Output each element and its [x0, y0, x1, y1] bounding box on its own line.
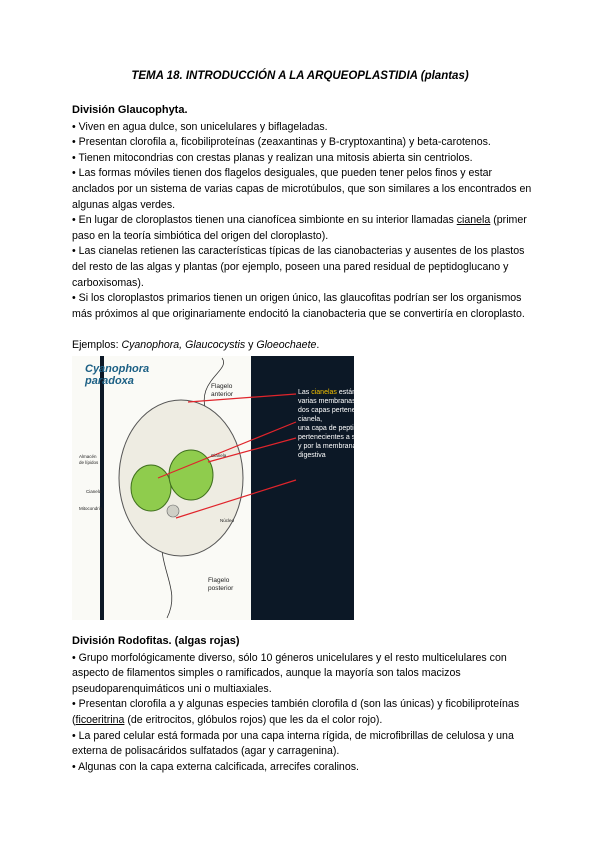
glaucophyta-bullet-3: • Tienen mitocondrias con crestas planas y realizan una mitosis abierta sin centriolos. [72, 151, 473, 164]
figure-title-line-2: paradoxa [85, 375, 134, 387]
flagelo-posterior-label [208, 577, 233, 593]
caption-intro [298, 388, 416, 406]
caption-highlight: cianelas [311, 389, 337, 396]
rodofitas-bullet-2 [72, 697, 532, 728]
rod-bullet-2-text-a: • Presentan clorofila a y algunas especies también clorofila d (son las únicas) y ficobiliproteínas ( [72, 698, 520, 726]
glaucophyta-section [72, 103, 532, 322]
flagelo-anterior-label [211, 383, 233, 399]
flagelo-anterior-line-1: Flagelo [211, 383, 233, 390]
right-cianela [169, 450, 213, 500]
examples-label: Ejemplos: [72, 339, 119, 351]
rodofitas-bullet-1: • Grupo morfológicamente diverso, sólo 10 géneros unicelulares y el resto multicelulares con aspecto de filamentos simples o ramificados, aunque la mayoría son talos macizos pseudoparenquimáticos uni o multiaxiales. [72, 651, 507, 695]
caption-pre: Las [298, 389, 312, 396]
glaucophyta-bullet-5 [72, 213, 532, 244]
glaucophyta-bullet-1: • Viven en agua dulce, son unicelulares y biflageladas. [72, 120, 328, 133]
almacen-line-1: Almacén [79, 454, 97, 459]
ficoeritrina-term: ficoeritrina [75, 713, 125, 726]
almacen-line-2: de lípidos [79, 459, 99, 465]
flagelo-posterior-line-1: Flagelo [208, 577, 230, 584]
bullet-5-text-b: (primer paso en la teoría simbiótica del origen del cloroplasto). [72, 214, 527, 242]
flagelo-anterior-line-2: anterior [211, 391, 234, 398]
rod-bullet-2-text-b: (de eritrocitos, glóbulos rojos) que les da el color rojo). [124, 713, 383, 726]
bullet-5-text-a: • En lugar de cloroplastos tienen una cianofícea simbionte en su interior llamadas [72, 214, 457, 227]
examples-species: Cyanophora, Glaucocystis [121, 339, 246, 351]
mitocondria-label: Mitocondria [79, 506, 103, 511]
rodofitas-section [72, 634, 532, 775]
cianela-term: cianela [456, 214, 491, 227]
document-title: TEMA 18. INTRODUCCIÓN A LA ARQUEOPLASTIDIA (plantas) [131, 70, 469, 82]
figure-title-line-1: Cyanophora [85, 363, 150, 375]
rodofitas-bullet-4: • Algunas con la capa externa calcificada, arrecifes coralinos. [72, 760, 359, 773]
examples-line [72, 339, 319, 351]
glaucophyta-bullet-2: • Presentan clorofila a, ficobiliproteínas (zeaxantinas y B-cryptoxantina) y beta-carotenos. [72, 136, 491, 149]
flagelo-posterior-line-2: posterior [208, 585, 234, 592]
cianela-right-label: Cianela [211, 453, 227, 458]
figure-caption [298, 388, 416, 460]
caption-line-2: una capa de peptidoglucanos, pertenecientes a su antigua pared [298, 425, 404, 441]
rodofitas-bullet-3: • La pared celular está formada por una capa interna rígida, de microfibrillas de celulosa y una externa de polisacáridos sulfatados (agar y carragenina). [72, 729, 514, 758]
left-cianela [131, 465, 171, 511]
examples-last-species: Gloeochaete [256, 339, 317, 351]
cianela-left-label: Cianela [86, 489, 102, 494]
nucleo-label: Núcleo [220, 518, 235, 523]
glaucophyta-bullet-7: • Si los cloroplastos primarios tienen un origen único, las glaucofitas podrían ser los organismos más próximos al que originariamente endocitó la cianobacteria que se convertiría en cloroplasto. [72, 292, 525, 320]
caption-line-1: dos capas pertenecientes a la cianela, [298, 407, 392, 423]
almacen-label [79, 454, 98, 465]
caption-post: están envueltas por varias membranas: [298, 389, 400, 405]
glaucophyta-bullet-6: • Las cianelas retienen las características típicas de las cianobacterias y ausentes de los plastos del resto de las algas y plantas (por ejemplo, poseen una pared residual de peptidoglucano y carboxisomas). [72, 245, 525, 289]
cyanophora-figure [72, 356, 404, 620]
examples-joiner: y [248, 339, 254, 351]
caption-line-3: y por la membrana de la vacuola digestiva [298, 443, 400, 459]
examples-end: . [316, 339, 320, 351]
glaucophyta-bullet-4: • Las formas móviles tienen dos flagelos desiguales, que pueden tener pelos finos y estar anclados por un sistema de varias capas de microtúbulos, que son similares a los encontrados en algunas algas verdes. [72, 167, 532, 211]
glaucophyta-heading: División Glaucophyta. [72, 104, 188, 116]
rodofitas-heading: División Rodofitas. (algas rojas) [72, 635, 240, 647]
nucleus [167, 505, 179, 517]
